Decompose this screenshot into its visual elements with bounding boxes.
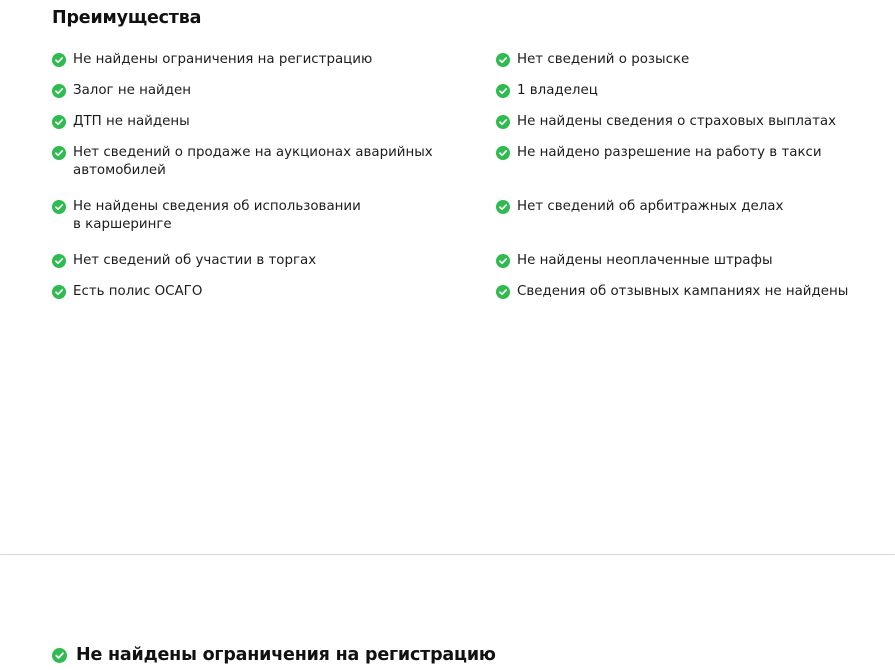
- check-circle-icon: [52, 53, 66, 67]
- advantage-item: [52, 283, 492, 307]
- advantage-item: [496, 113, 895, 137]
- section-title: Не найдены ограничения на регистрацию: [76, 645, 496, 665]
- section-divider: [0, 554, 895, 555]
- check-circle-icon: [52, 285, 66, 299]
- advantage-label: Есть полис ОСАГО: [73, 284, 203, 299]
- advantage-item: [52, 198, 492, 245]
- advantages-left-column: [52, 51, 492, 314]
- advantage-label: Нет сведений о розыске: [517, 52, 690, 67]
- check-circle-icon: [52, 84, 66, 98]
- check-circle-icon: [496, 53, 510, 67]
- advantages-right-column: [496, 51, 895, 314]
- advantage-label: Залог не найден: [73, 83, 191, 98]
- advantage-item: [496, 144, 895, 191]
- check-circle-icon: [496, 146, 510, 160]
- advantage-label: Не найдены сведения о страховых выплатах: [517, 114, 837, 129]
- check-circle-icon: [496, 285, 510, 299]
- advantage-label: ДТП не найдены: [73, 114, 190, 129]
- check-circle-icon: [52, 115, 66, 129]
- advantage-item: [496, 198, 895, 245]
- advantage-item: [496, 252, 895, 276]
- advantage-item: [496, 82, 895, 106]
- check-circle-icon: [496, 84, 510, 98]
- advantage-label: Не найдены сведения об использовании в каршеринге: [73, 199, 361, 232]
- check-circle-icon: [52, 200, 66, 214]
- advantage-item: [52, 144, 492, 191]
- section-header[interactable]: [52, 645, 496, 665]
- advantage-label: Нет сведений об участии в торгах: [73, 253, 317, 268]
- check-circle-icon: [496, 115, 510, 129]
- advantage-label: 1 владелец: [517, 83, 598, 98]
- advantage-label: Не найдены ограничения на регистрацию: [73, 52, 373, 67]
- check-circle-icon: [496, 254, 510, 268]
- advantage-label: Нет сведений о продаже на аукционах аварийных автомобилей: [73, 145, 433, 178]
- advantage-item: [52, 113, 492, 137]
- check-circle-icon: [52, 146, 66, 160]
- advantage-item: [496, 283, 895, 307]
- advantages-title: Преимущества: [52, 8, 202, 28]
- advantage-label: Не найдены неоплаченные штрафы: [517, 253, 773, 268]
- advantage-item: [52, 252, 492, 276]
- advantage-label: Не найдено разрешение на работу в такси: [517, 145, 822, 160]
- advantage-label: Нет сведений об арбитражных делах: [517, 199, 784, 214]
- check-circle-icon: [496, 200, 510, 214]
- advantage-item: [52, 82, 492, 106]
- check-circle-icon: [52, 648, 67, 663]
- advantage-item: [52, 51, 492, 75]
- check-circle-icon: [52, 254, 66, 268]
- advantage-item: [496, 51, 895, 75]
- advantage-label: Сведения об отзывных кампаниях не найдены: [517, 284, 849, 299]
